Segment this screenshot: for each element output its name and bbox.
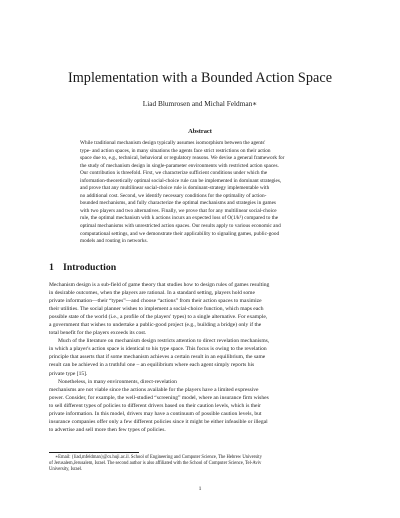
abstract-line: type- and action spaces, in many situations the agents face strict restrictions on their action xyxy=(80,147,271,154)
body-line: result can be achieved in a truthful one – an equilibrium where each agent simply reports his xyxy=(49,362,255,369)
footnote-line: University, Israel. xyxy=(49,467,83,473)
body-line: to advertise and sell more then few types of policies. xyxy=(49,426,166,433)
body-line: private information. In this model, drivers may have a continuum of possible caution levels, but xyxy=(49,410,262,417)
abstract-heading: Abstract xyxy=(188,128,212,135)
body-line: their utilities. The social planner wishes to implement a social-choice function, which maps each xyxy=(49,306,264,313)
introduction-body xyxy=(49,281,353,434)
body-line: principle that asserts that if some mechanism achieves a certain result in an equilibrium, the same xyxy=(49,354,266,361)
body-line: private type [15]. xyxy=(49,370,88,377)
footnote xyxy=(49,455,353,474)
abstract-line: optimal mechanisms with unrestricted action spaces. Our results apply to various economic and xyxy=(80,223,281,230)
abstract-line: no additional cost. Second, we identify necessary conditions for the optimality of action- xyxy=(80,192,267,199)
footnote-rule xyxy=(49,452,139,453)
section-number: 1 xyxy=(49,262,54,273)
abstract-line: rule, the optimal mechanism with k actions incurs an expected loss of O(1/k²) compared to the xyxy=(80,215,279,222)
abstract-line: Our contribution is threefold. First, we characterize sufficient conditions under which the xyxy=(80,170,268,177)
abstract-line: the study of mechanism design in single-parameter environments with restricted action spaces. xyxy=(80,162,279,169)
section-title: Introduction xyxy=(63,262,117,273)
abstract-line: information-theoretically optimal social-choice rule can be implemented in dominant strategies, xyxy=(80,177,282,184)
body-line: Much of the literature on mechanism design restricts attention to direct revelation mechanisms, xyxy=(58,338,270,345)
body-line: insurance companies offer only a few different policies since it might be either infeasible or illegal xyxy=(49,418,268,425)
body-paragraph xyxy=(49,337,353,377)
abstract-paragraph xyxy=(72,140,328,246)
body-line: in which a player's action space is identical to his type space. This focus is owing to the revelation xyxy=(49,346,267,353)
abstract-line: space due to, e.g., technical, behavioral or regulatory reasons. We devise a general framework for xyxy=(80,155,285,162)
abstract-line: bounded mechanisms, and fully characterize the optimal mechanisms and strategies in games xyxy=(80,200,276,207)
abstract-line: computational settings, and we demonstrate their applicability to signaling games, public-good xyxy=(80,230,280,237)
body-line: possible state of the world (i.e., a profile of the players' types) to a single alternative. For example, xyxy=(49,314,268,321)
abstract-body xyxy=(72,140,328,246)
section-heading xyxy=(49,262,116,273)
body-line: power. Consider, for example, the well-studied “screening” model, where an insurance firm wishes xyxy=(49,394,269,401)
body-line: mechanisms are not viable since the actions available for the players have a limited expressive xyxy=(49,386,259,393)
paper-title: Implementation with a Bounded Action Space xyxy=(67,70,333,86)
body-line: total benefit for the players exceeds its cost. xyxy=(49,330,147,337)
body-line: in desirable outcomes, when the players are rational. In a standard setting, players hold some xyxy=(49,290,255,297)
body-line: private information—their “types”—and choose “actions” from their action spaces to maximize xyxy=(49,298,262,305)
body-paragraph xyxy=(49,378,353,434)
paper-authors: Liad Blumrosen and Michal Feldman∗ xyxy=(142,99,258,108)
body-line: to sell different types of policies to different drivers based on their caution levels, which is their xyxy=(49,402,261,409)
page-number: 1 xyxy=(198,486,202,492)
body-line: Mechanism design is a sub-field of game theory that studies how to design rules of games resulting xyxy=(49,282,270,288)
body-line: a government that wishes to undertake a public-good project (e.g., building a bridge) only if the xyxy=(49,322,262,329)
footnote-line: ∗Email: {liad,mfeldman}@cs.huji.ac.il. School of Engineering and Computer Science, The Hebrew University xyxy=(55,455,262,460)
abstract-line: with two players and two alternatives. Finally, we prove that for any multilinear social-choice xyxy=(80,207,277,214)
body-paragraph xyxy=(49,281,353,337)
footnote-line: of Jerusalem,Jerusalem, Israel. The second author is also affiliated with the School of Computer Science, Tel-Aviv xyxy=(49,461,262,467)
body-line: Nonetheless, in many environments, direct-revelation xyxy=(58,378,177,385)
abstract-line: models and routing in networks. xyxy=(80,238,148,245)
abstract-line: While traditional mechanism design typically assumes isomorphism between the agents' xyxy=(80,140,266,146)
abstract-line: and prove that any multilinear social-choice rule is dominant-strategy implementable with xyxy=(80,185,270,192)
